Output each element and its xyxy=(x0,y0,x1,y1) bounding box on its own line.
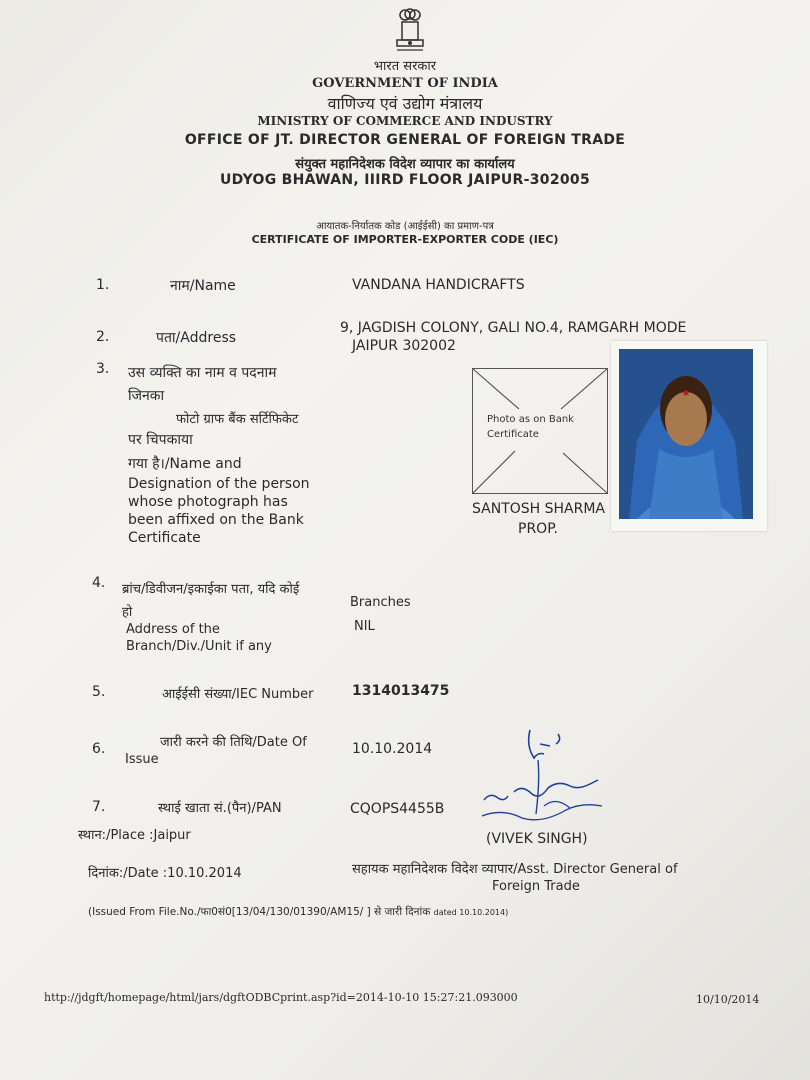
field-1-number: 1. xyxy=(96,277,110,293)
person-photo xyxy=(619,349,753,519)
field-3-label-english-6: Designation of the person xyxy=(128,476,310,492)
header-govt-of-india: GOVERNMENT OF INDIA xyxy=(312,76,498,91)
signature-stamp-icon xyxy=(478,726,618,826)
field-3-number: 3. xyxy=(96,361,110,377)
cert-title-english: CERTIFICATE OF IMPORTER-EXPORTER CODE (IEC) xyxy=(251,233,559,246)
header-address: UDYOG BHAWAN, IIIRD FLOOR JAIPUR-302005 xyxy=(220,172,590,188)
header-ministry-english: MINISTRY OF COMMERCE AND INDUSTRY xyxy=(257,114,553,128)
field-7-number: 7. xyxy=(92,799,106,815)
field-2-value-line1: 9, JAGDISH COLONY, GALI NO.4, RAMGARH MODE xyxy=(340,320,687,336)
field-3-label-hindi-2: जिनका xyxy=(128,388,165,404)
field-1-value: VANDANA HANDICRAFTS xyxy=(352,277,525,293)
field-2-label: पता/Address xyxy=(156,330,237,346)
field-3-label-mixed-5: गया है।/Name and xyxy=(128,456,242,472)
pan-value: CQOPS4455B xyxy=(350,801,445,817)
field-3-label-english-9: Certificate xyxy=(128,530,201,546)
photo-placeholder-box xyxy=(472,368,608,494)
field-6-number: 6. xyxy=(92,741,106,757)
place: स्थान:/Place :Jaipur xyxy=(78,828,191,843)
footer-print-date: 10/10/2014 xyxy=(696,993,760,1006)
issued-note xyxy=(88,905,508,919)
signatory-name: (VIVEK SINGH) xyxy=(486,831,588,847)
state-emblem-icon xyxy=(393,6,427,54)
issue-date-value: 10.10.2014 xyxy=(352,741,433,757)
iec-number-value: 1314013475 xyxy=(352,683,450,699)
field-4-value-nil: NIL xyxy=(354,619,375,634)
field-6-label-1: जारी करने की तिथि/Date Of xyxy=(160,735,307,750)
photo-caption-line2: Certificate xyxy=(487,429,539,440)
field-6-label-2: Issue xyxy=(125,752,159,767)
field-4-label-english-4: Branch/Div./Unit if any xyxy=(126,639,272,654)
field-4-label-hindi-2: हो xyxy=(122,605,133,620)
footer-url: http://jdgft/homepage/html/jars/dgftODBCprint.asp?id=2014-10-10 15:27:21.093000 xyxy=(44,991,518,1004)
header-office-hindi: संयुक्त महानिदेशक विदेश व्यापार का कार्यालय xyxy=(295,157,515,172)
field-4-value-branches: Branches xyxy=(350,595,411,610)
field-3-label-hindi-1: उस व्यक्ति का नाम व पदनाम xyxy=(128,365,277,381)
field-4-label-english-3: Address of the xyxy=(126,622,220,637)
field-4-label-hindi-1: ब्रांच/डिवीजन/इकाईका पता, यदि कोई xyxy=(122,582,300,597)
issued-note-date: dated 10.10.2014) xyxy=(433,908,509,917)
field-2-number: 2. xyxy=(96,329,110,345)
field-3-label-english-8: been affixed on the Bank xyxy=(128,512,304,528)
signatory-designation-1: सहायक महानिदेशक विदेश व्यापार/Asst. Director General of xyxy=(352,862,678,877)
field-4-number: 4. xyxy=(92,575,106,591)
cert-title-hindi: आयातक-निर्यातक कोड (आईईसी) का प्रमाण-पत्र xyxy=(316,221,494,232)
signatory-designation-2: Foreign Trade xyxy=(492,879,580,894)
person-name: SANTOSH SHARMA xyxy=(472,501,606,517)
header-ministry-hindi: वाणिज्य एवं उद्योग मंत्रालय xyxy=(327,94,483,113)
header-office-english: OFFICE OF JT. DIRECTOR GENERAL OF FOREIGN TRADE xyxy=(184,132,626,148)
field-5-label: आईईसी संख्या/IEC Number xyxy=(162,687,314,702)
field-1-label: नाम/Name xyxy=(170,278,236,294)
header-bharat-sarkar: भारत सरकार xyxy=(373,59,437,74)
field-5-number: 5. xyxy=(92,684,106,700)
person-portrait-icon xyxy=(619,349,753,519)
photo-caption-line1: Photo as on Bank xyxy=(487,414,574,425)
field-3-label-english-7: whose photograph has xyxy=(128,494,288,510)
field-3-label-hindi-4: पर चिपकाया xyxy=(128,432,193,448)
photo-caption xyxy=(487,412,574,442)
person-designation: PROP. xyxy=(518,521,558,537)
field-7-label: स्थाई खाता सं.(पैन)/PAN xyxy=(158,801,282,816)
date: दिनांक:/Date :10.10.2014 xyxy=(88,866,242,881)
field-2-value-line2: JAIPUR 302002 xyxy=(352,338,456,354)
photo-frame xyxy=(611,341,767,531)
issued-note-prefix: (Issued From File.No./फा0सं0[13/04/130/01390/AM15/ ] से जारी दिनांक xyxy=(88,906,431,918)
field-3-label-hindi-3: फोटो ग्राफ बैंक सर्टिफिकेट xyxy=(176,412,299,427)
